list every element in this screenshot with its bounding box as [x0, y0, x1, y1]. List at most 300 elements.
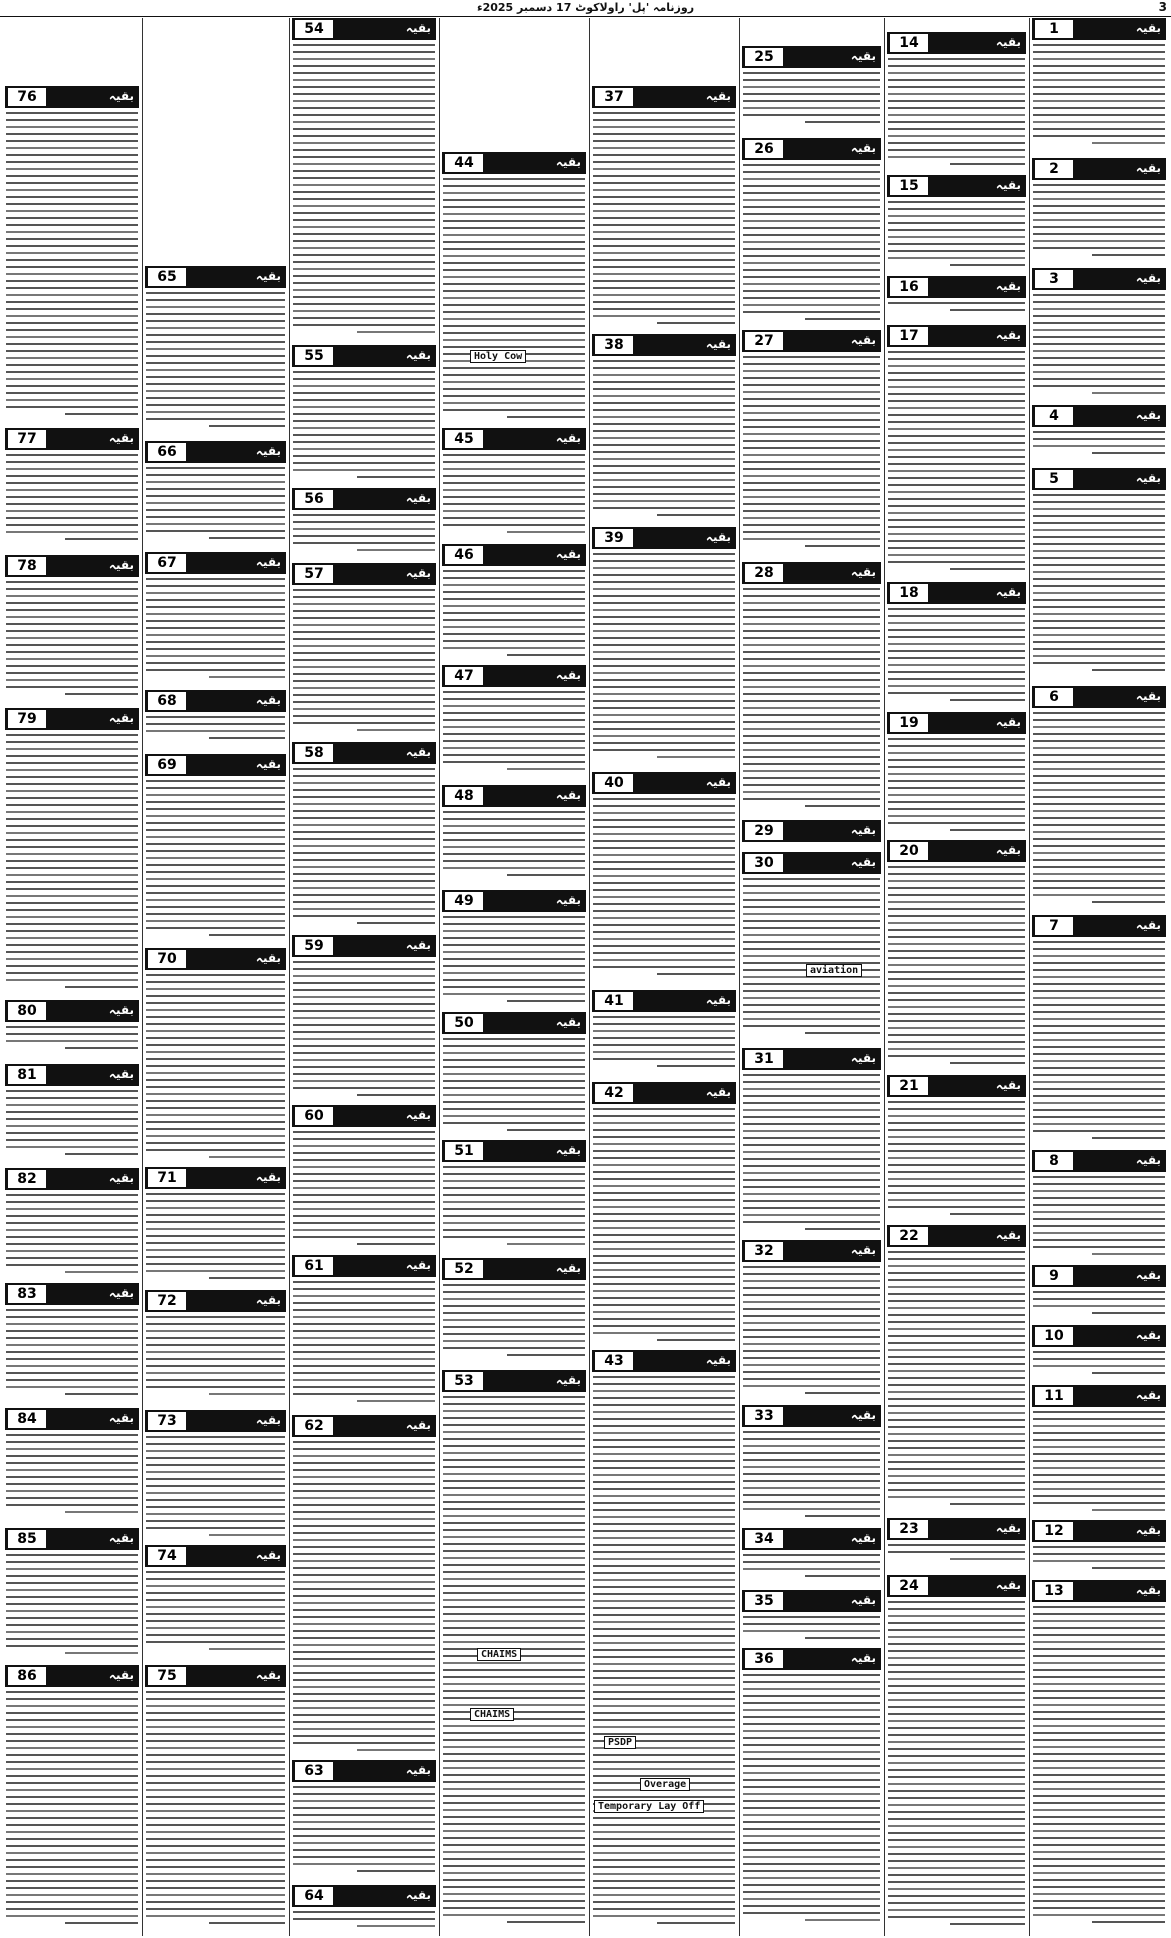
text-line: [593, 1150, 735, 1152]
continuation-header: [1032, 1520, 1166, 1542]
text-line: [6, 1698, 138, 1700]
text-line: [593, 1796, 735, 1798]
text-line: [146, 1471, 285, 1473]
text-line: [743, 1445, 880, 1447]
continuation-number: 47: [445, 667, 483, 685]
article-text-block: [6, 734, 138, 996]
text-line: [593, 1051, 735, 1053]
text-line: [888, 1108, 1025, 1110]
article-text-block: [1033, 1291, 1165, 1321]
text-line: [1033, 1879, 1165, 1881]
text-line: [1033, 1298, 1165, 1300]
text-line: [293, 1637, 435, 1639]
continuation-label: بقیہ: [255, 444, 281, 458]
text-line: [146, 1193, 285, 1195]
article-text-block: [888, 1601, 1025, 1932]
text-line: [593, 1122, 735, 1124]
text-line: [146, 1142, 285, 1144]
text-line: [593, 500, 735, 502]
continuation-label: بقیہ: [995, 178, 1021, 192]
text-line: [443, 339, 585, 341]
text-line: [743, 735, 880, 737]
text-line: [1092, 1921, 1165, 1923]
text-line: [443, 1851, 585, 1853]
text-line: [443, 584, 585, 586]
text-line: [593, 875, 735, 877]
text-line: [743, 1130, 880, 1132]
text-line: [443, 468, 585, 470]
text-line: [443, 1606, 585, 1608]
text-line: [443, 185, 585, 187]
text-line: [888, 1426, 1025, 1428]
text-line: [888, 815, 1025, 817]
text-line: [950, 1558, 1025, 1560]
text-line: [888, 692, 1025, 694]
text-line: [146, 1817, 285, 1819]
text-line: [293, 72, 435, 74]
text-line: [146, 815, 285, 817]
text-line: [743, 1186, 880, 1188]
continuation-header: [742, 46, 881, 68]
text-line: [293, 775, 435, 777]
article-text-block: [743, 164, 880, 326]
text-line: [1033, 634, 1165, 636]
text-line: [888, 1475, 1025, 1477]
text-line: [743, 1151, 880, 1153]
text-line: [6, 909, 138, 911]
text-line: [888, 1433, 1025, 1435]
text-line: [888, 449, 1025, 451]
text-line: [593, 259, 735, 261]
text-line: [743, 1681, 880, 1683]
continuation-header: [292, 1255, 436, 1277]
text-line: [743, 1315, 880, 1317]
text-line: [743, 356, 880, 358]
text-line: [593, 637, 735, 639]
text-line: [743, 447, 880, 449]
text-line: [6, 1768, 138, 1770]
text-line: [293, 1194, 435, 1196]
continuation-label: بقیہ: [555, 155, 581, 169]
text-line: [1033, 1183, 1165, 1185]
text-line: [743, 941, 880, 943]
text-line: [1033, 817, 1165, 819]
text-line: [593, 381, 735, 383]
text-line: [293, 212, 435, 214]
article-text-block: [293, 768, 435, 931]
text-line: [1033, 1648, 1165, 1650]
text-line: [593, 1178, 735, 1180]
text-line: [6, 686, 138, 688]
text-line: [593, 161, 735, 163]
text-line: [743, 1793, 880, 1795]
text-line: [146, 1214, 285, 1216]
text-line: [743, 906, 880, 908]
text-line: [6, 679, 138, 681]
text-line: [593, 1635, 735, 1637]
text-line: [293, 908, 435, 910]
continuation-label: بقیہ: [705, 775, 731, 789]
text-line: [593, 630, 735, 632]
text-line: [6, 1873, 138, 1875]
text-line: [443, 1914, 585, 1916]
continuation-number: 1: [1035, 20, 1073, 38]
text-line: [293, 455, 435, 457]
text-line: [293, 1728, 435, 1730]
continuation-label: بقیہ: [995, 1521, 1021, 1535]
text-line: [743, 213, 880, 215]
continuation-number: 15: [890, 177, 928, 195]
text-line: [6, 224, 138, 226]
text-line: [443, 1052, 585, 1054]
text-line: [593, 196, 735, 198]
text-line: [888, 1293, 1025, 1295]
text-line: [209, 934, 285, 936]
text-line: [888, 908, 1025, 910]
text-line: [805, 545, 880, 547]
text-line: [888, 1839, 1025, 1841]
text-line: [6, 1575, 138, 1577]
continuation-header: [742, 1048, 881, 1070]
text-line: [293, 1229, 435, 1231]
text-line: [593, 1220, 735, 1222]
text-line: [6, 1796, 138, 1798]
text-line: [888, 1178, 1025, 1180]
text-line: [6, 1631, 138, 1633]
text-line: [888, 442, 1025, 444]
text-line: [6, 510, 138, 512]
text-line: [357, 331, 435, 333]
text-line: [1033, 1802, 1165, 1804]
text-line: [6, 651, 138, 653]
text-line: [743, 1730, 880, 1732]
text-line: [593, 1248, 735, 1250]
text-line: [146, 1789, 285, 1791]
text-line: [888, 1867, 1025, 1869]
text-line: [146, 397, 285, 399]
text-line: [1033, 226, 1165, 228]
text-line: [743, 269, 880, 271]
text-line: [888, 1122, 1025, 1124]
text-line: [443, 262, 585, 264]
text-line: [443, 1101, 585, 1103]
text-line: [593, 1670, 735, 1672]
text-line: [743, 1842, 880, 1844]
text-line: [888, 1601, 1025, 1603]
text-line: [146, 1831, 285, 1833]
text-line: [743, 1508, 880, 1510]
text-line: [146, 1207, 285, 1209]
text-line: [888, 400, 1025, 402]
text-line: [593, 1376, 735, 1378]
continuation-number: 10: [1035, 1327, 1073, 1345]
text-line: [593, 840, 735, 842]
article-text-block: [6, 1691, 138, 1932]
text-line: [293, 1024, 435, 1026]
article-text-block: [1033, 1411, 1165, 1516]
continuation-label: بقیہ: [1135, 918, 1161, 932]
text-line: [1033, 648, 1165, 650]
text-line: [888, 978, 1025, 980]
continuation-header: [442, 544, 586, 566]
text-line: [888, 822, 1025, 824]
text-line: [743, 1751, 880, 1753]
text-line: [6, 524, 138, 526]
text-line: [293, 1365, 435, 1367]
text-line: [888, 1258, 1025, 1260]
text-line: [593, 231, 735, 233]
text-line: [743, 721, 880, 723]
text-line: [293, 1003, 435, 1005]
continuation-number: 35: [745, 1592, 783, 1610]
text-line: [6, 1568, 138, 1570]
text-line: [146, 730, 285, 732]
text-line: [1033, 719, 1165, 721]
text-line: [6, 1915, 138, 1917]
text-line: [888, 1192, 1025, 1194]
text-line: [146, 655, 285, 657]
continuation-header: [145, 1290, 286, 1312]
text-line: [1033, 1655, 1165, 1657]
text-line: [593, 1621, 735, 1623]
text-line: [593, 1404, 735, 1406]
text-line: [593, 581, 735, 583]
continuation-number: 2: [1035, 160, 1073, 178]
text-line: [593, 644, 735, 646]
text-line: [146, 1803, 285, 1805]
text-line: [1033, 1053, 1165, 1055]
text-line: [6, 972, 138, 974]
text-line: [593, 1411, 735, 1413]
text-line: [443, 1753, 585, 1755]
text-line: [888, 1650, 1025, 1652]
article-text-block: [443, 178, 585, 424]
text-line: [1033, 1837, 1165, 1839]
text-line: [293, 1835, 435, 1837]
text-line: [357, 1400, 435, 1402]
text-line: [888, 1314, 1025, 1316]
text-line: [6, 1561, 138, 1563]
text-line: [443, 1494, 585, 1496]
continuation-label: بقیہ: [555, 1373, 581, 1387]
text-line: [443, 1781, 585, 1783]
continuation-header: [1032, 405, 1166, 427]
continuation-header: [292, 1760, 436, 1782]
text-line: [1033, 1232, 1165, 1234]
text-line: [593, 1817, 735, 1819]
text-line: [888, 512, 1025, 514]
text-line: [443, 1634, 585, 1636]
continuation-header: [887, 325, 1026, 347]
text-line: [443, 1438, 585, 1440]
text-line: [443, 1725, 585, 1727]
text-line: [593, 1432, 735, 1434]
text-line: [293, 1059, 435, 1061]
text-line: [888, 1720, 1025, 1722]
text-line: [593, 1474, 735, 1476]
text-line: [1033, 824, 1165, 826]
continuation-header: [1032, 1150, 1166, 1172]
continuation-number: 86: [8, 1667, 46, 1685]
continuation-label: بقیہ: [108, 89, 134, 103]
continuation-number: 76: [8, 88, 46, 106]
continuation-header: [292, 742, 436, 764]
text-line: [443, 570, 585, 572]
text-line: [293, 1581, 435, 1583]
text-line: [657, 973, 735, 975]
text-line: [443, 1543, 585, 1545]
text-line: [743, 1466, 880, 1468]
text-line: [293, 603, 435, 605]
text-line: [293, 177, 435, 179]
text-line: [888, 1622, 1025, 1624]
text-line: [888, 759, 1025, 761]
text-line: [1092, 1253, 1165, 1255]
text-line: [593, 1768, 735, 1770]
text-line: [443, 719, 585, 721]
text-line: [743, 1207, 880, 1209]
text-line: [888, 1391, 1025, 1393]
text-line: [146, 530, 285, 532]
text-line: [293, 1511, 435, 1513]
text-line: [6, 231, 138, 233]
text-line: [443, 1298, 585, 1300]
continuation-header: [145, 266, 286, 288]
text-line: [888, 1881, 1025, 1883]
text-line: [6, 1448, 138, 1450]
text-line: [146, 1641, 285, 1643]
text-line: [293, 1623, 435, 1625]
text-line: [6, 595, 138, 597]
text-line: [743, 1877, 880, 1879]
article-text-block: [888, 1251, 1025, 1514]
text-line: [1033, 831, 1165, 833]
text-line: [593, 1439, 735, 1441]
text-line: [888, 1328, 1025, 1330]
text-line: [1033, 1116, 1165, 1118]
text-line: [443, 496, 585, 498]
continuation-number: 67: [148, 554, 186, 572]
text-line: [293, 1159, 435, 1161]
text-line: [743, 763, 880, 765]
text-line: [743, 1716, 880, 1718]
text-line: [6, 979, 138, 981]
text-line: [888, 1461, 1025, 1463]
text-line: [443, 1173, 585, 1175]
text-line: [209, 737, 285, 739]
text-line: [743, 1898, 880, 1900]
text-line: [743, 370, 880, 372]
text-line: [743, 1329, 880, 1331]
continuation-label: بقیہ: [255, 1413, 281, 1427]
article-text-block: [443, 454, 585, 540]
text-line: [293, 1497, 435, 1499]
text-line: [6, 937, 138, 939]
text-line: [293, 58, 435, 60]
continuation-number: 23: [890, 1520, 928, 1538]
continuation-header: [145, 754, 286, 776]
text-line: [443, 1347, 585, 1349]
text-line: [6, 1726, 138, 1728]
text-line: [443, 241, 585, 243]
text-line: [1033, 1095, 1165, 1097]
article-text-block: [293, 1911, 435, 1932]
text-line: [146, 899, 285, 901]
article-text-block: [593, 1016, 735, 1078]
text-line: [743, 1438, 880, 1440]
text-line: [657, 1065, 735, 1067]
text-line: [1033, 754, 1165, 756]
text-line: [146, 1506, 285, 1508]
text-line: [507, 768, 585, 770]
continuation-label: بقیہ: [705, 1085, 731, 1099]
article-text-block: [293, 371, 435, 484]
continuation-header: [887, 276, 1026, 298]
continuation-number: 70: [148, 950, 186, 968]
text-line: [743, 227, 880, 229]
continuation-label: بقیہ: [405, 1418, 431, 1432]
text-line: [743, 199, 880, 201]
text-line: [6, 1645, 138, 1647]
continuation-header: [1032, 268, 1166, 290]
text-line: [146, 1733, 285, 1735]
continuation-number: 27: [745, 332, 783, 350]
text-line: [1033, 1718, 1165, 1720]
text-line: [593, 1016, 735, 1018]
continuation-label: بقیہ: [850, 855, 876, 869]
text-line: [743, 1856, 880, 1858]
text-line: [593, 507, 735, 509]
text-line: [888, 386, 1025, 388]
text-line: [743, 756, 880, 758]
text-line: [888, 1608, 1025, 1610]
text-line: [743, 609, 880, 611]
text-line: [293, 694, 435, 696]
text-line: [888, 414, 1025, 416]
text-line: [146, 662, 285, 664]
text-line: [593, 416, 735, 418]
text-line: [443, 818, 585, 820]
text-line: [888, 1363, 1025, 1365]
text-line: [6, 1097, 138, 1099]
text-line: [743, 1494, 880, 1496]
text-line: [443, 248, 585, 250]
text-line: [6, 147, 138, 149]
article-text-block: [888, 738, 1025, 836]
text-line: [1033, 564, 1165, 566]
text-line: [1033, 315, 1165, 317]
text-line: [1033, 1004, 1165, 1006]
text-line: [950, 829, 1025, 831]
text-line: [65, 693, 138, 695]
text-line: [293, 86, 435, 88]
text-line: [1033, 184, 1165, 186]
text-line: [593, 1761, 735, 1763]
text-line: [443, 993, 585, 995]
text-line: [743, 913, 880, 915]
article-text-block: [1033, 941, 1165, 1146]
text-line: [1033, 240, 1165, 242]
continuation-number: 29: [745, 822, 783, 840]
text-line: [293, 1616, 435, 1618]
text-line: [743, 496, 880, 498]
text-line: [443, 1166, 585, 1168]
continuation-label: بقیہ: [555, 1143, 581, 1157]
text-line: [6, 1845, 138, 1847]
text-line: [6, 1582, 138, 1584]
text-line: [1033, 79, 1165, 81]
article-text-block: [146, 780, 285, 944]
